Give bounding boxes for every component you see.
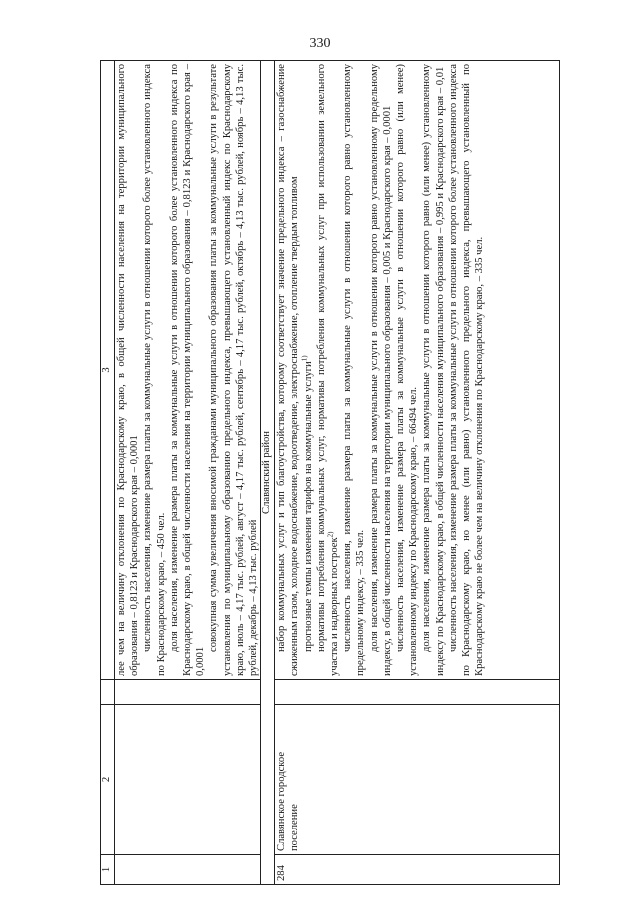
continuation-row (115, 61, 261, 885)
text-line: численность населения, изменение размера платы за коммунальные услуги в отношении которого более установленного индекса по Краснодарскому краю, но менее (или равно) установленного предельного индекса, превышающего установленный по Краснодарскому краю не более чем на величину отклонения по Краснодарскому краю, – 335 чел. (447, 64, 486, 676)
row-details (275, 61, 560, 680)
text-line: совокупная сумма увеличения вносимой гражданами муниципального образования платы за коммунальные услуги в результате установления по муниципальному образованию предельного индекса, превышающего установленный индекс по Краснодарскому краю, июль – 4,17 тыс. рублей, август – 4,17 тыс. рублей, сентябрь – 4,17 тыс. рублей, октябрь – 4,13 тыс. рублей, ноябрь – 4,13 тыс. рублей, декабрь – 4,13 тыс. рублей (208, 64, 260, 676)
data-table (100, 60, 560, 885)
row-name: Славянское городское поселение (275, 705, 560, 855)
text-line: набор коммунальных услуг и тип благоустройства, которому соответствует значение предельного индекса – газоснабжение сжиженным газом, холодное водоснабжение, водоотведение, электроснабжение, отопление твердым топливом (276, 64, 301, 676)
header-col-2: 2 (101, 705, 115, 855)
page-number: 330 (309, 36, 331, 51)
table-header-row (101, 61, 115, 885)
text-line: лее чем на величину отклонения по Краснодарскому краю, в общей численности населения на территории муниципального образования – 0,8123 и Краснодарского края – 0,0001 (116, 64, 141, 676)
section-row (261, 61, 275, 885)
footnote-mark: 2) (326, 531, 335, 538)
section-title: Славянский район (261, 61, 275, 885)
text-line: прогнозные темпы изменения тарифов на коммунальные услуги$^{1)}$ (300, 355, 314, 652)
text-line: нормативы потребления коммунальных услуг, нормативы потребления коммунальных услуг при использовании земельного участка и надворных построек$^{2)}$ (315, 64, 341, 676)
table-row (275, 61, 560, 885)
text-line: доля населения, изменение размера платы за коммунальные услуги в отношении которого равно (или менее) установленному индексу по Краснодарскому краю, в общей численности населения муниципального образования – 0,995 и Краснодарского края – 0,01 (421, 64, 446, 676)
text-line: доля населения, изменение размера платы за коммунальные услуги в отношении которого равно установленному предельному индексу, в общей численности населения на территории муниципального образования – 0,005 и Краснодарского края – 0,0001 (368, 64, 393, 676)
text-line: доля населения, изменение размера платы за коммунальные услуги в отношении которого более установленного индекса по Краснодарскому краю, в общей численности населения на территории муниципального образования – 0,8123 и Краснодарского края – 0,0001 (168, 64, 207, 676)
text-line: численность населения, изменение размера платы за коммунальные услуги в отношении которого равно (или менее) установленному индексу по Краснодарскому краю, – 66494 чел. (395, 64, 420, 676)
header-col-empty (101, 680, 115, 705)
row-number: 284 (275, 855, 560, 885)
header-col-3: 3 (101, 61, 115, 680)
rotated-table-container (100, 60, 560, 885)
text-line: численность населения, изменение размера платы за коммунальные услуги в отношении которого равно установленному предельному индексу, – 335 чел. (342, 64, 367, 676)
continuation-text (115, 61, 261, 680)
header-col-1: 1 (101, 855, 115, 885)
footnote-mark: 1) (300, 355, 309, 362)
text-line: численность населения, изменение размера платы за коммунальные услуги в отношении которого более установленного индекса по Краснодарскому краю, – 450 чел. (142, 64, 167, 676)
